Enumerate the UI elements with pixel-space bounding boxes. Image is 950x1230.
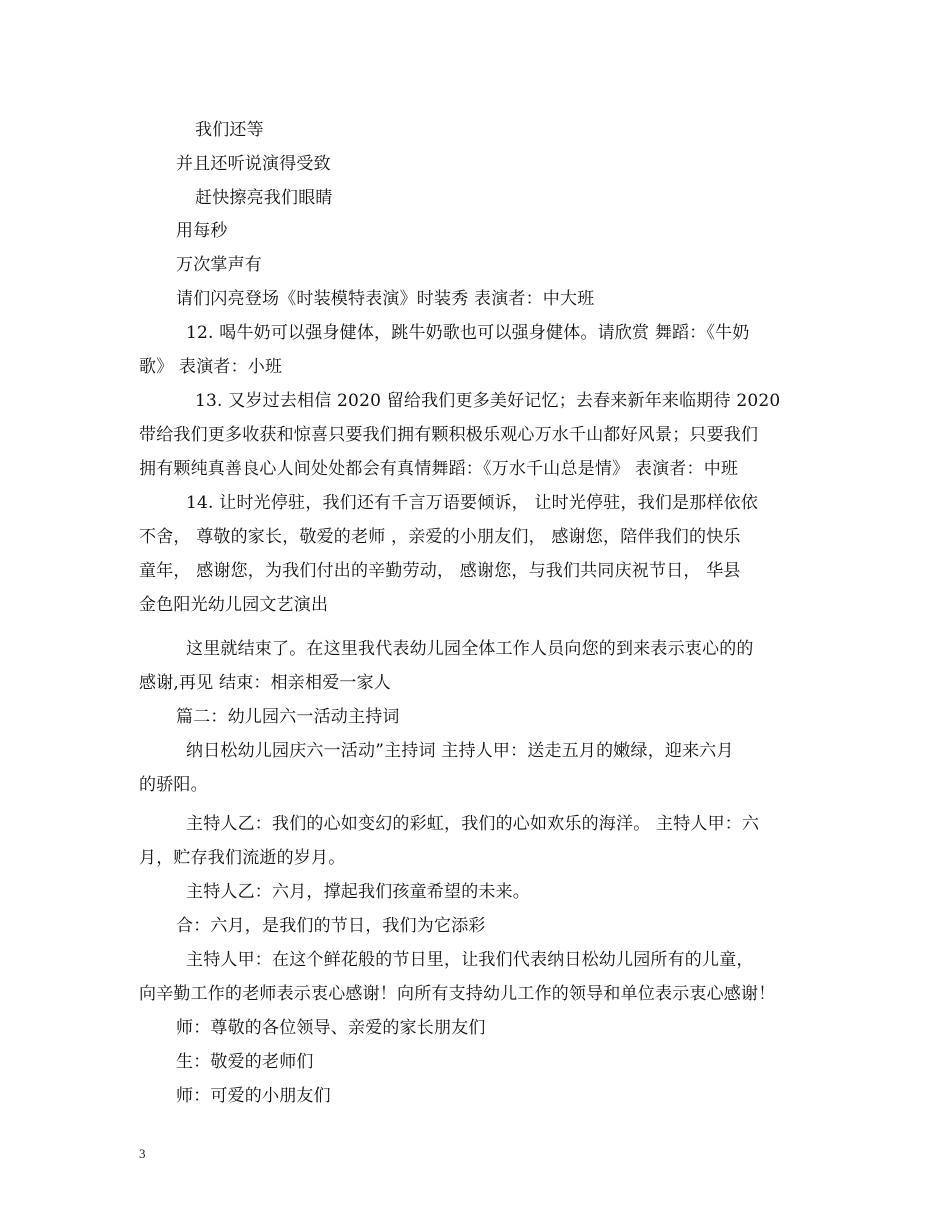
text-line: 金色阳光幼儿园文艺演出 xyxy=(139,595,329,615)
text-line: 带给我们更多收获和惊喜只要我们拥有颗积极乐观心万水千山都好风景；只要我们 xyxy=(139,425,759,445)
text-line: 月，贮存我们流逝的岁月。 xyxy=(139,848,346,868)
text-line: 歌》 表演者：小班 xyxy=(139,357,283,377)
text-line: 主特人甲：在这个鲜花般的节日里，让我们代表纳日松幼儿园所有的儿童， xyxy=(186,950,754,970)
text-line: 师：尊敬的各位领导、亲爱的家长朋友们 xyxy=(176,1018,486,1038)
text-line: 纳日松幼儿园庆六一活动”主持词 主持人甲：送走五月的嫩绿，迎来六月 xyxy=(186,741,734,761)
text-line: 的骄阳。 xyxy=(139,775,208,795)
text-line: 感谢,再见 结束：相亲相爱一家人 xyxy=(139,673,392,693)
text-line: 12. 喝牛奶可以强身健体，跳牛奶歌也可以强身健体。请欣赏 舞蹈：《牛奶 xyxy=(186,323,750,343)
text-line: 生：敬爱的老师们 xyxy=(176,1052,314,1072)
text-line: 童年， 感谢您，为我们付出的辛勤劳动， 感谢您，与我们共同庆祝节日， 华县 xyxy=(139,561,741,581)
text-line: 我们还等 xyxy=(195,120,264,140)
text-line: 主特人乙：六月，撑起我们孩童希望的未来。 xyxy=(186,882,530,902)
text-line: 这里就结束了。在这里我代表幼儿园全体工作人员向您的到来表示衷心的的 xyxy=(186,639,754,659)
section-heading: 篇二：幼儿园六一活动主持词 xyxy=(176,707,400,727)
text-line: 向辛勤工作的老师表示衷心感谢！向所有支持幼儿工作的领导和单位表示衷心感谢！ xyxy=(139,984,776,1004)
text-line: 师：可爱的小朋友们 xyxy=(176,1086,331,1106)
text-line: 赶快擦亮我们眼睛 xyxy=(195,188,333,208)
text-line: 14. 让时光停驻，我们还有千言万语要倾诉， 让时光停驻，我们是那样依依 xyxy=(186,493,759,513)
text-line: 合：六月，是我们的节日，我们为它添彩 xyxy=(176,916,486,936)
text-line: 主特人乙：我们的心如变幻的彩虹，我们的心如欢乐的海洋。 主特人甲：六 xyxy=(186,814,760,834)
text-line: 拥有颗纯真善良心人间处处都会有真情舞蹈：《万水千山总是情》 表演者：中班 xyxy=(139,459,739,479)
page-number: 3 xyxy=(139,1146,146,1161)
text-line: 并且还听说演得受致 xyxy=(176,154,331,174)
text-line: 不舍， 尊敬的家长，敬爱的老师 ，亲爱的小朋友们， 感谢您，陪伴我们的快乐 xyxy=(139,527,741,547)
text-line: 万次掌声有 xyxy=(176,255,262,275)
text-line: 用每秒 xyxy=(176,221,228,241)
text-line: 13. 又岁过去相信 2020 留给我们更多美好记忆；去春来新年来临期待 2020 xyxy=(195,391,781,411)
text-line: 请们闪亮登场《时装模特表演》时装秀 表演者：中大班 xyxy=(176,289,595,309)
